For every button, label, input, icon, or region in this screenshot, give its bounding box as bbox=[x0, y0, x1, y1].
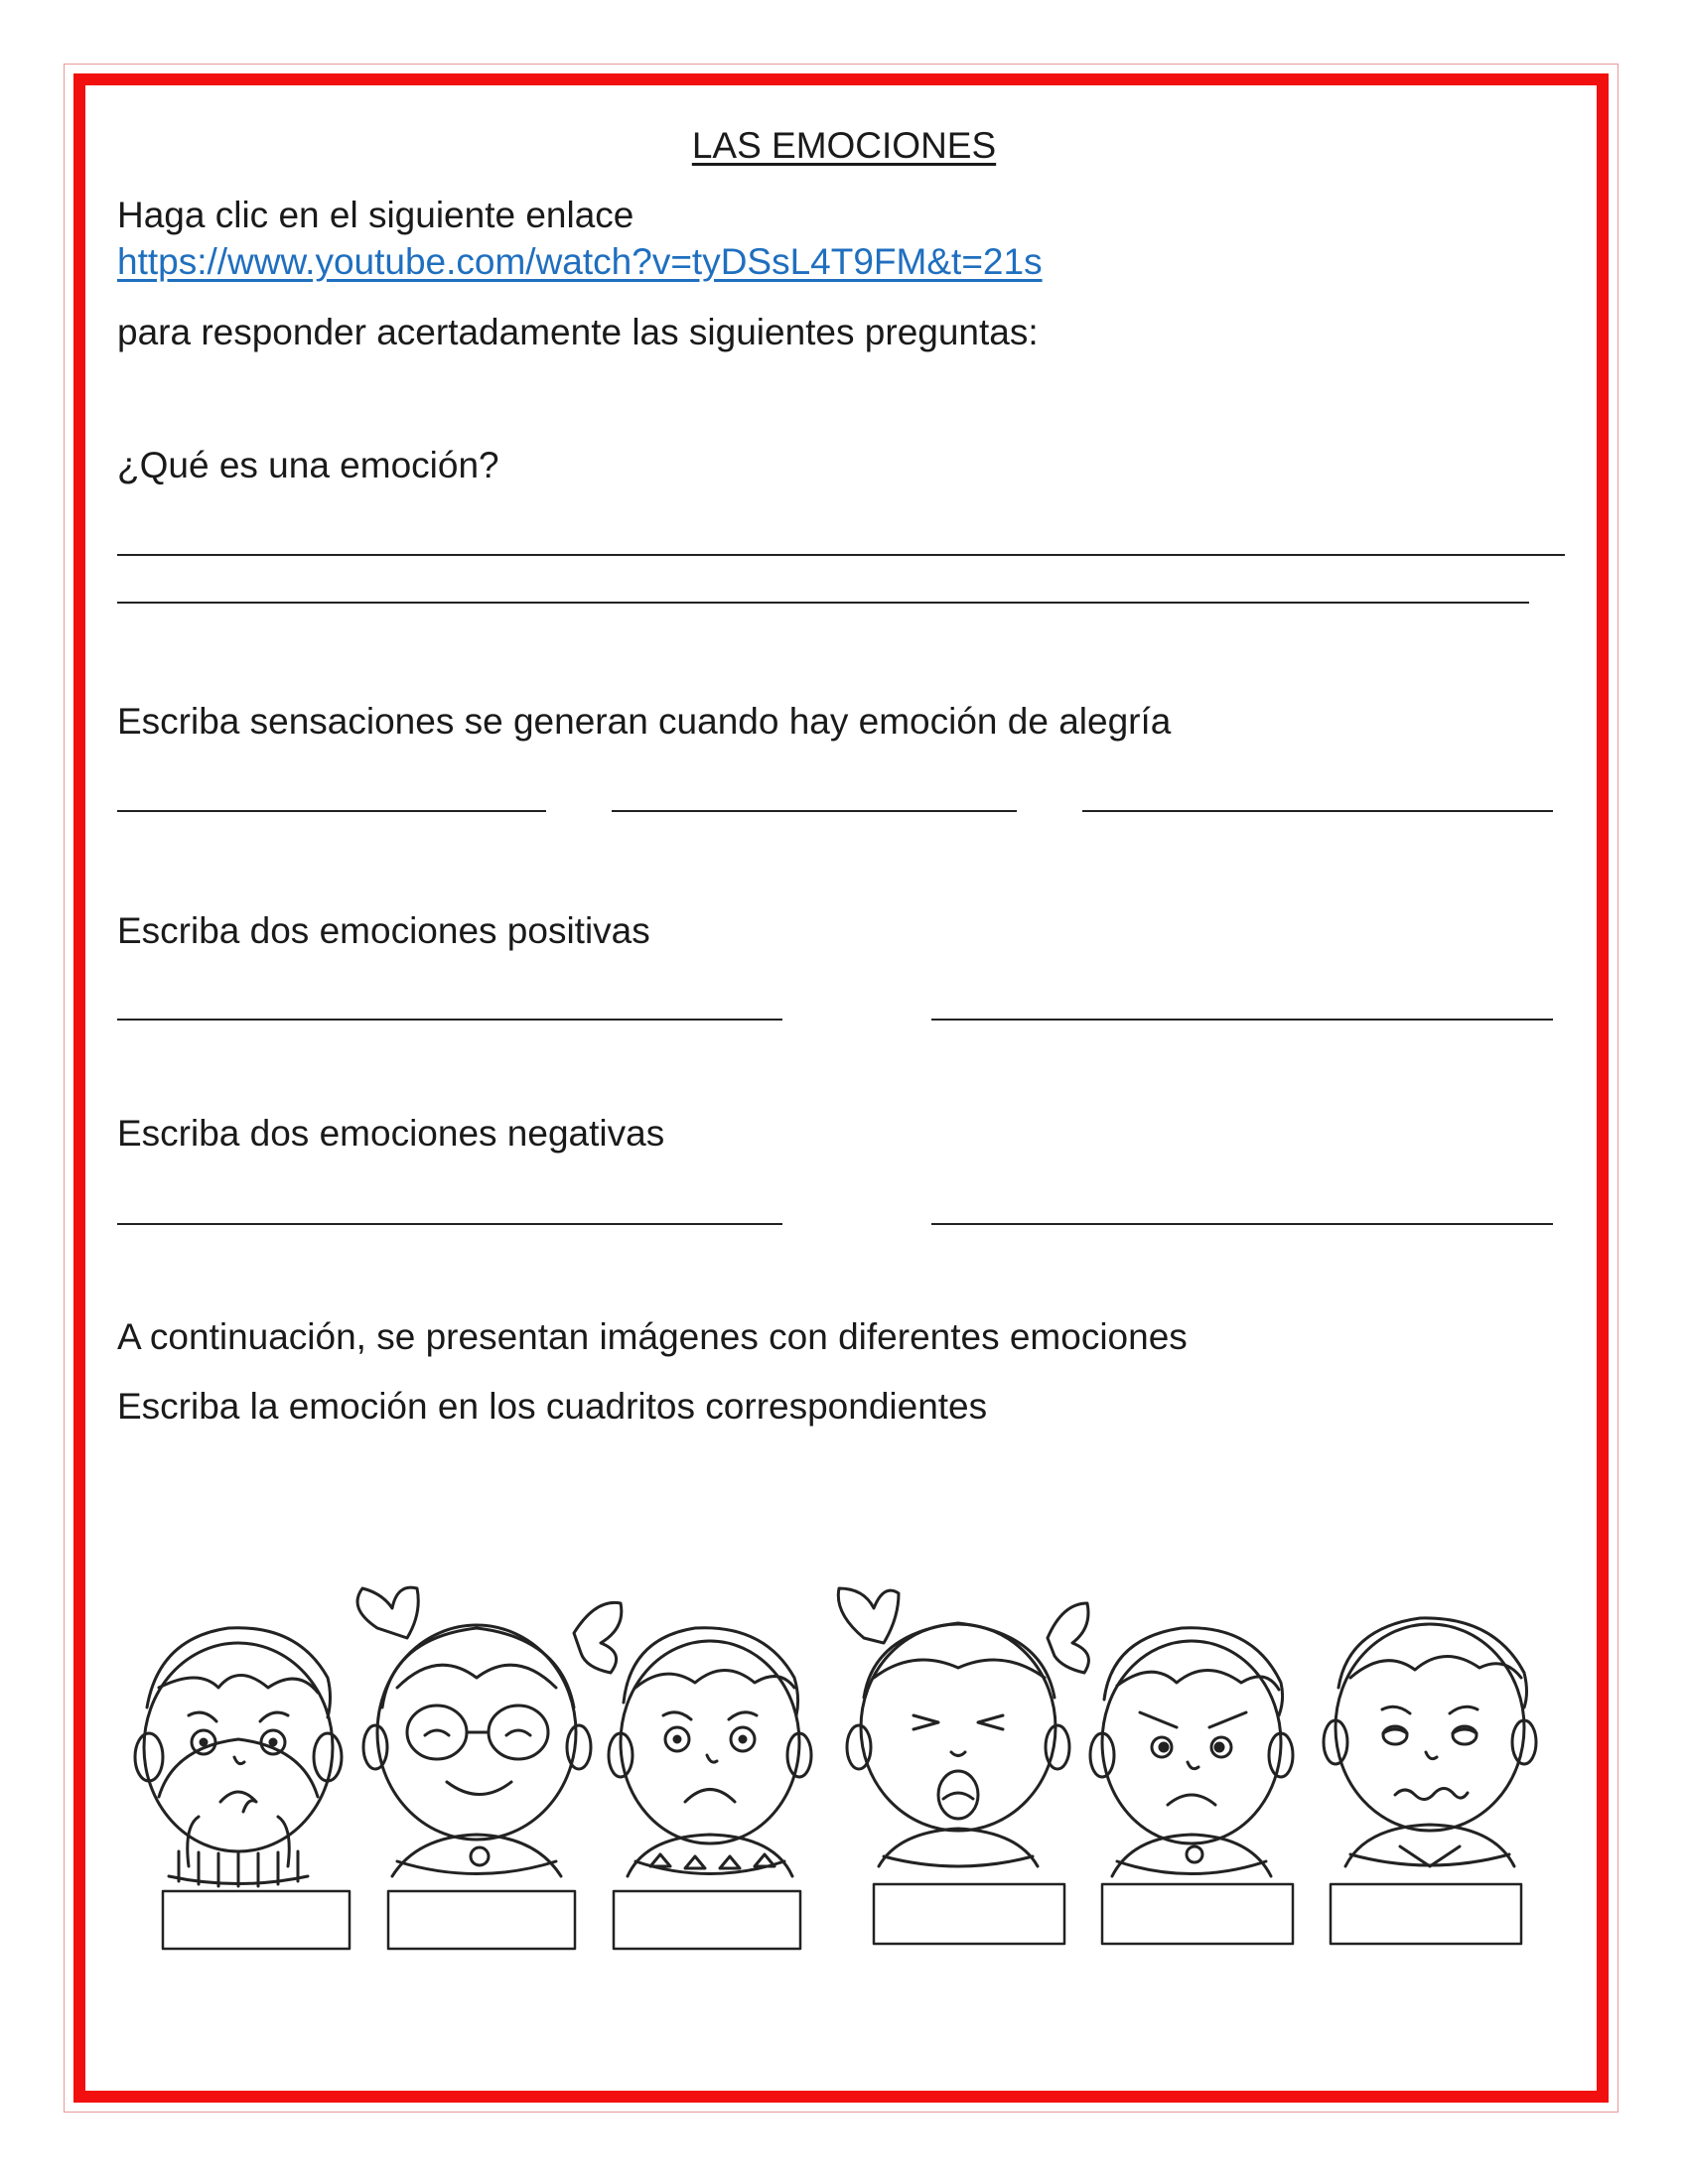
instruction-write-emotion: Escriba la emoción en los cuadritos correspondientes bbox=[117, 1386, 988, 1427]
intro-text-2: para responder acertadamente las siguientes preguntas: bbox=[117, 312, 1039, 352]
worried-boy-face bbox=[135, 1628, 342, 1886]
question-negative-emotions: Escriba dos emociones negativas bbox=[117, 1113, 665, 1154]
question-joy-sensations: Escriba sensaciones se generan cuando hay emoción de alegría bbox=[117, 701, 1172, 742]
emotion-box-3[interactable] bbox=[614, 1891, 800, 1949]
crying-girl-face bbox=[838, 1588, 1088, 1866]
nauseous-boy-face bbox=[1324, 1618, 1536, 1866]
question-positive-emotions: Escriba dos emociones positivas bbox=[117, 910, 650, 951]
angry-boy-face bbox=[1090, 1628, 1293, 1876]
emotion-box-5[interactable] bbox=[1102, 1884, 1293, 1944]
worksheet-title: LAS EMOCIONES bbox=[691, 125, 997, 166]
happy-girl-glasses-face bbox=[357, 1587, 622, 1876]
sad-boy-face bbox=[609, 1628, 811, 1876]
question-what-is-emotion: ¿Qué es una emoción? bbox=[117, 445, 499, 485]
emotion-box-1[interactable] bbox=[163, 1891, 350, 1949]
instruction-images: A continuación, se presentan imágenes con diferentes emociones bbox=[117, 1316, 1188, 1357]
intro-text-1: Haga clic en el siguiente enlace bbox=[117, 195, 634, 235]
emotion-box-4[interactable] bbox=[874, 1884, 1064, 1944]
emotion-box-2[interactable] bbox=[388, 1891, 575, 1949]
emotion-box-6[interactable] bbox=[1331, 1884, 1521, 1944]
youtube-link[interactable]: https://www.youtube.com/watch?v=tyDSsL4T9FM&t=21s bbox=[117, 241, 1043, 282]
